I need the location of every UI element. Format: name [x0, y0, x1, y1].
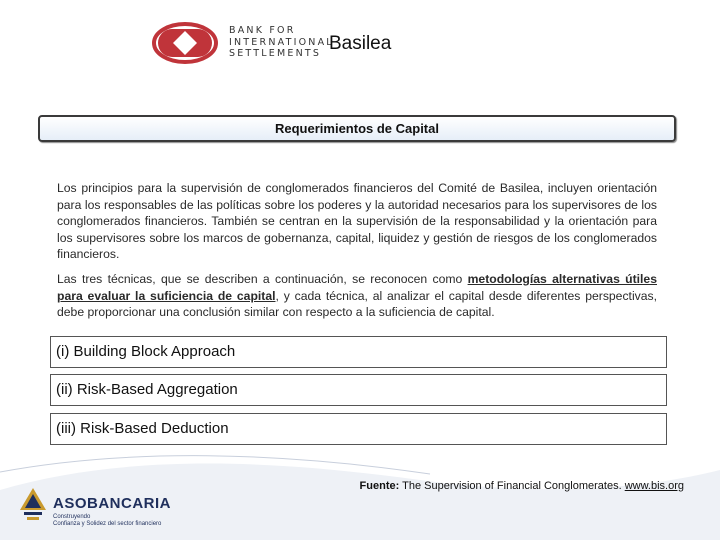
method-risk-based-deduction: (iii) Risk-Based Deduction [50, 413, 667, 445]
paragraph-techniques-rest: , y cada técnica, al analizar el capital desde diferentes perspectivas, debe proporcionar una conclusión similar con respecto a la suficiencia de capital. [57, 288, 658, 319]
paragraph-techniques-emphasis: metodologías alternativas útiles para evaluar la suficiencia de capital [57, 272, 657, 303]
paragraph-techniques-intro: Las tres técnicas, que se describen a continuación, se reconocen como [57, 272, 468, 286]
method-risk-based-aggregation: (ii) Risk-Based Aggregation [50, 374, 667, 406]
org-tagline-line-2: Confianza y Solidez del sector financiero [53, 521, 162, 527]
org-tagline [53, 514, 161, 528]
asobancaria-logo-icon [18, 486, 48, 524]
header-label: Basilea [329, 33, 392, 54]
paragraph-techniques [57, 271, 657, 321]
source-citation [360, 480, 684, 492]
org-name: ASOBANCARIA [53, 495, 171, 512]
bis-line-3: SETTLEMENTS [229, 48, 322, 59]
source-link[interactable]: www.bis.org [624, 480, 684, 492]
bis-wordmark [229, 25, 334, 60]
bis-line-2: INTERNATIONAL [229, 36, 334, 48]
source-text: The Supervision of Financial Conglomerates. [399, 480, 625, 492]
paragraph-principles: Los principios para la supervisión de conglomerados financieros del Comité de Basilea, incluyen orientación para los responsables de las políticas sobre los poderes y la autoridad necesarios para los supervisores de los conglomerados financieros. También se centran en la supervisión de la responsabilidad y la orientación para los supervisores sobre los marcos de gobernanza, capital, liquidez y gestión de riesgos de los conglomerados financieros. [57, 181, 657, 261]
bis-line-1: BANK FOR [229, 25, 296, 36]
source-label: Fuente: [359, 480, 400, 492]
org-tagline-line-1: Construyendo [53, 514, 91, 520]
method-building-block: (i) Building Block Approach [50, 336, 667, 368]
slide-title: Requerimientos de Capital [38, 115, 676, 142]
bis-logo-icon [152, 22, 218, 64]
